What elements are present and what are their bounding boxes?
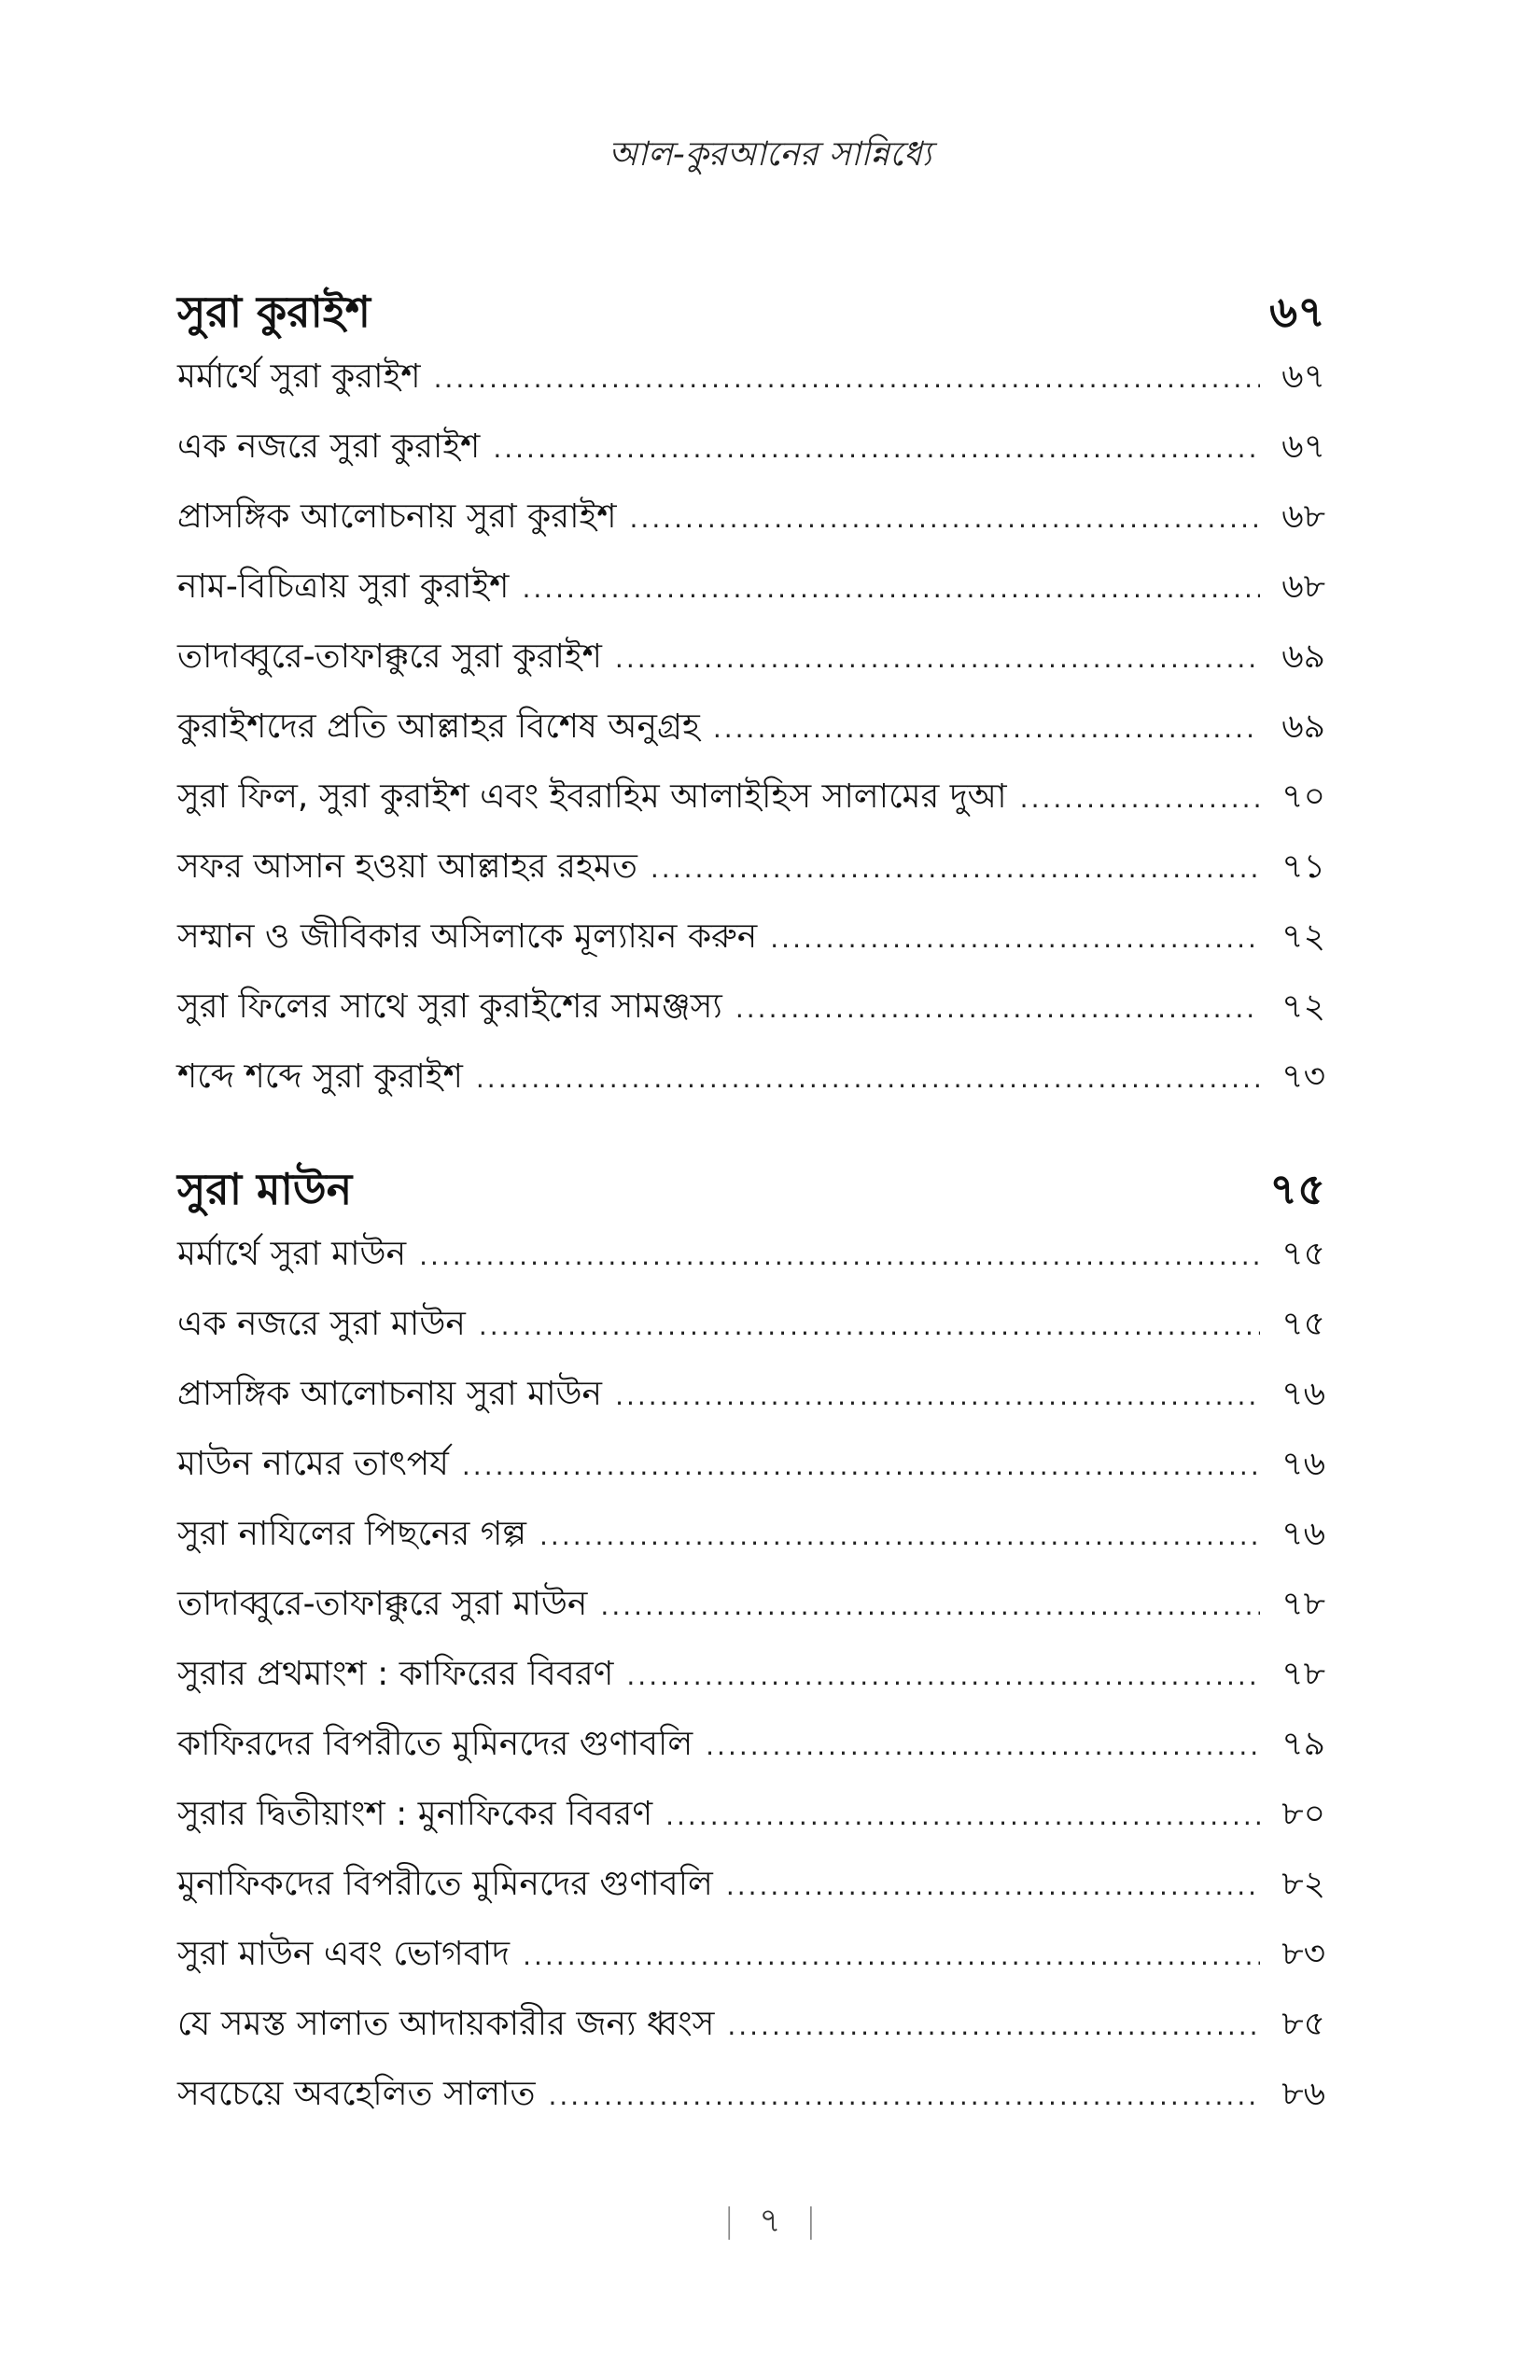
entry-title: তাদাব্বুরে-তাফাক্কুরে সুরা কুরাইশ [177,637,602,676]
toc-entry[interactable] [177,1648,1325,1718]
dot-leader [522,573,1260,604]
entry-title: এক নজরে সুরা মাউন [177,1305,466,1343]
entry-page: ৮৬ [1281,2075,1325,2113]
entry-page: ৭৬ [1281,1515,1325,1553]
entry-page: ৭৮ [1281,1585,1325,1623]
section-title: সুরা কুরাইশ [177,287,371,337]
section-heading[interactable] [177,1157,1325,1228]
dot-leader [651,853,1260,884]
toc-entry[interactable] [177,1718,1325,1788]
dot-leader [626,1660,1260,1691]
toc-entry[interactable] [177,1578,1325,1648]
entry-page: ৭৯ [1281,1725,1325,1763]
entry-page: ৬৭ [1281,357,1325,396]
toc-entry[interactable] [177,1928,1325,1998]
entry-page: ৮৫ [1281,2005,1325,2043]
toc-entry[interactable] [177,351,1325,421]
entry-title: প্রাসঙ্গিক আলোচনায় সুরা মাউন [177,1375,603,1413]
section-title: সুরা মাউন [177,1164,353,1214]
section-page: ৬৭ [1269,287,1325,337]
dot-leader [630,503,1260,534]
dot-leader [600,1590,1260,1621]
entry-title: নাম-বিচিত্রায় সুরা কুরাইশ [177,567,510,606]
entry-page: ৮২ [1281,1865,1325,1903]
entry-title: সুরার দ্বিতীয়াংশ : মুনাফিকের বিবরণ [177,1795,653,1833]
toc-entry[interactable] [177,1051,1325,1121]
toc-entry[interactable] [177,561,1325,631]
dot-leader [434,363,1260,394]
entry-title: মুনাফিকদের বিপরীতে মুমিনদের গুণাবলি [177,1865,713,1903]
entry-page: ৭০ [1281,777,1325,816]
dot-leader [770,923,1260,954]
entry-page: ৮০ [1281,1795,1325,1833]
entry-page: ৬৮ [1281,497,1325,536]
entry-title: সুরা ফিল, সুরা কুরাইশ এবং ইবরাহিম আলাইহিস সালামের দুআ [177,777,1007,816]
toc-entry[interactable] [177,1508,1325,1578]
dot-leader [727,2010,1260,2041]
toc-section-quraysh [177,280,1325,1121]
toc-entry[interactable] [177,1298,1325,1368]
dot-leader [726,1870,1260,1901]
dot-leader [539,1520,1260,1551]
entry-page: ৭৫ [1281,1235,1325,1273]
toc-entry[interactable] [177,1788,1325,1858]
section-page: ৭৫ [1269,1164,1325,1214]
toc-entry[interactable] [177,491,1325,561]
toc-entry[interactable] [177,1368,1325,1438]
dot-leader [419,1240,1260,1271]
toc-entry[interactable] [177,1438,1325,1508]
entry-title: সফর আসান হওয়া আল্লাহর রহমত [177,847,637,886]
entry-page: ৭৫ [1281,1305,1325,1343]
toc-entry[interactable] [177,1228,1325,1298]
running-header: আল-কুরআনের সান্নিধ্যে [608,135,932,174]
page-number-bar-left: | [723,2202,735,2240]
page-number-bar-right: | [805,2202,817,2240]
entry-page: ৭৬ [1281,1445,1325,1483]
dot-leader [706,1730,1260,1761]
toc-entry[interactable] [177,981,1325,1051]
entry-page: ৬৯ [1281,707,1325,746]
entry-page: ৮৩ [1281,1935,1325,1973]
entry-title: এক নজরে সুরা কুরাইশ [177,427,481,466]
entry-page: ৭১ [1281,847,1325,886]
page-number [0,2195,1540,2251]
page-number-value: ৭ [759,2202,781,2240]
entry-title: কুরাইশদের প্রতি আল্লাহর বিশেষ অনুগ্রহ [177,707,700,746]
entry-title: সম্মান ও জীবিকার অসিলাকে মূল্যায়ন করুন [177,917,758,956]
entry-page: ৭৬ [1281,1375,1325,1413]
toc-entry[interactable] [177,1998,1325,2068]
section-heading[interactable] [177,280,1325,351]
toc-entry[interactable] [177,771,1325,841]
entry-title: মর্মার্থে সুরা মাউন [177,1235,407,1273]
entry-title: মর্মার্থে সুরা কুরাইশ [177,357,421,396]
entry-title: সবচেয়ে অবহেলিত সালাত [177,2075,536,2113]
dot-leader [549,2080,1261,2111]
entry-page: ৬৯ [1281,637,1325,676]
toc-entry[interactable] [177,1858,1325,1928]
entry-page: ৭২ [1281,917,1325,956]
dot-leader [462,1450,1260,1481]
dot-leader [615,1380,1260,1411]
entry-page: ৬৭ [1281,427,1325,466]
dot-leader [615,643,1260,674]
toc-entry[interactable] [177,631,1325,701]
entry-title: সুরা ফিলের সাথে সুরা কুরাইশের সামঞ্জস্য [177,987,722,1026]
dot-leader [1020,783,1260,814]
entry-title: কাফিরদের বিপরীতে মুমিনদের গুণাবলি [177,1725,693,1763]
dot-leader [476,1063,1260,1094]
entry-page: ৭২ [1281,987,1325,1026]
entry-title: প্রাসঙ্গিক আলোচনায় সুরা কুরাইশ [177,497,617,536]
dot-leader [713,713,1260,744]
dot-leader [735,993,1260,1024]
entry-title: সুরা নাযিলের পিছনের গল্প [177,1515,527,1553]
toc-entry[interactable] [177,421,1325,491]
toc-entry[interactable] [177,701,1325,771]
entry-title: সুরার প্রথমাংশ : কাফিরের বিবরণ [177,1655,614,1693]
entry-page: ৬৮ [1281,567,1325,606]
dot-leader [493,433,1260,464]
toc-entry[interactable] [177,841,1325,911]
entry-title: মাউন নামের তাৎপর্য [177,1445,449,1483]
dot-leader [665,1800,1260,1831]
entry-title: শব্দে শব্দে সুরা কুরাইশ [177,1057,463,1096]
entry-title: তাদাব্বুরে-তাফাক্কুরে সুরা মাউন [177,1585,588,1623]
entry-page: ৭৩ [1281,1057,1325,1096]
dot-leader [479,1310,1260,1341]
toc-section-maun [177,1157,1325,2138]
dot-leader [523,1940,1260,1971]
toc-entry[interactable] [177,911,1325,981]
entry-title: যে সমস্ত সালাত আদায়কারীর জন্য ধ্বংস [177,2005,715,2043]
toc-entry[interactable] [177,2068,1325,2138]
entry-page: ৭৮ [1281,1655,1325,1693]
entry-title: সুরা মাউন এবং ভোগবাদ [177,1935,511,1973]
